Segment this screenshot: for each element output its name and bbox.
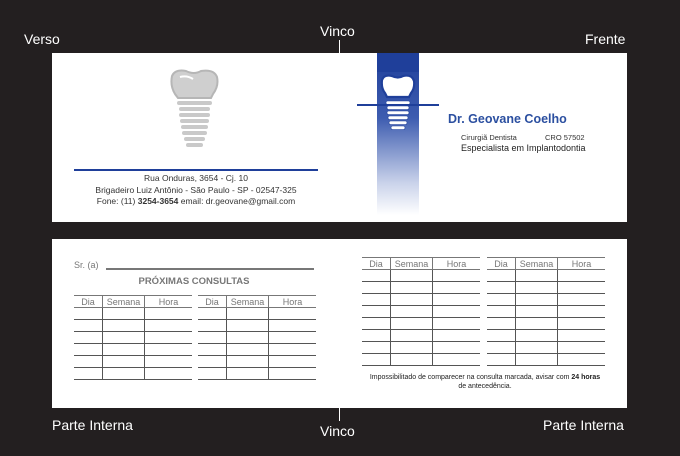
table-row[interactable] <box>74 308 192 320</box>
table-row[interactable] <box>198 332 316 344</box>
col-semana: Semana <box>103 296 145 308</box>
vinco-bottom-label: Vinco <box>320 423 355 439</box>
table-row[interactable] <box>74 344 192 356</box>
col-hora: Hora <box>558 258 606 270</box>
col-semana: Semana <box>227 296 269 308</box>
frente-label: Frente <box>585 31 626 47</box>
appointments-table-3 <box>362 257 480 366</box>
table-row[interactable] <box>362 282 480 294</box>
table-row[interactable] <box>487 330 605 342</box>
email-text: email: dr.geovane@gmail.com <box>178 196 296 206</box>
table-row[interactable] <box>487 294 605 306</box>
notice-text <box>360 373 610 391</box>
col-dia: Dia <box>74 296 103 308</box>
table-row[interactable] <box>198 356 316 368</box>
parte-interna-left-label: Parte Interna <box>52 417 133 433</box>
vinco-top-label: Vinco <box>320 23 355 39</box>
table-row[interactable] <box>362 270 480 282</box>
table-row[interactable] <box>487 270 605 282</box>
address-line-2: Brigadeiro Luiz Antônio - São Paulo - SP - 02547-325 <box>95 185 297 195</box>
col-semana: Semana <box>516 258 558 270</box>
phone-number: 3254-3654 <box>137 196 179 206</box>
table-row[interactable] <box>362 294 480 306</box>
table-row[interactable] <box>487 342 605 354</box>
sr-label: Sr. (a) <box>74 260 99 270</box>
tooth-implant-icon <box>167 68 222 150</box>
phone-prefix: Fone: (11) <box>96 196 138 206</box>
col-hora: Hora <box>269 296 317 308</box>
fold-mark-top <box>339 40 340 53</box>
doctor-role: Cirurgiã Dentista <box>461 133 517 142</box>
col-dia: Dia <box>198 296 227 308</box>
appointments-table-1 <box>74 295 192 380</box>
col-dia: Dia <box>487 258 516 270</box>
table-row[interactable] <box>487 354 605 366</box>
address-line-1: Rua Onduras, 3654 - Cj. 10 <box>144 173 248 183</box>
appointments-table-4 <box>487 257 605 366</box>
table-row[interactable] <box>74 356 192 368</box>
next-title: PRÓXIMAS CONSULTAS <box>138 276 250 287</box>
verso-label: Verso <box>24 31 60 47</box>
table-row[interactable] <box>74 320 192 332</box>
table-row[interactable] <box>362 318 480 330</box>
col-hora: Hora <box>433 258 481 270</box>
table-row[interactable] <box>74 368 192 380</box>
table-row[interactable] <box>362 330 480 342</box>
brand-rule <box>357 104 439 106</box>
doctor-name: Dr. Geovane Coelho <box>448 112 567 126</box>
notice-main: Impossibilitado de comparecer na consulta marcada, avisar com <box>369 374 572 381</box>
card-outer <box>52 53 627 222</box>
appointments-table-2 <box>198 295 316 380</box>
sr-name-line <box>106 268 314 270</box>
doctor-cro: CRO 57502 <box>545 133 585 142</box>
table-row[interactable] <box>198 320 316 332</box>
col-dia: Dia <box>362 258 391 270</box>
col-semana: Semana <box>391 258 433 270</box>
notice-bold: 24 horas <box>571 374 601 381</box>
brand-band-top <box>377 53 419 72</box>
table-row[interactable] <box>362 354 480 366</box>
table-row[interactable] <box>487 282 605 294</box>
table-row[interactable] <box>198 308 316 320</box>
address-rule <box>74 169 318 171</box>
card-inner <box>52 239 627 408</box>
table-row[interactable] <box>198 344 316 356</box>
notice-end: de antecedência. <box>458 383 512 390</box>
table-row[interactable] <box>362 342 480 354</box>
contact-line <box>72 196 320 206</box>
table-row[interactable] <box>74 332 192 344</box>
table-row[interactable] <box>198 368 316 380</box>
fold-mark-bottom <box>339 408 340 421</box>
table-row[interactable] <box>487 318 605 330</box>
table-row[interactable] <box>487 306 605 318</box>
doctor-specialty: Especialista em Implantodontia <box>461 143 586 153</box>
col-hora: Hora <box>145 296 193 308</box>
table-row[interactable] <box>362 306 480 318</box>
parte-interna-right-label: Parte Interna <box>543 417 624 433</box>
